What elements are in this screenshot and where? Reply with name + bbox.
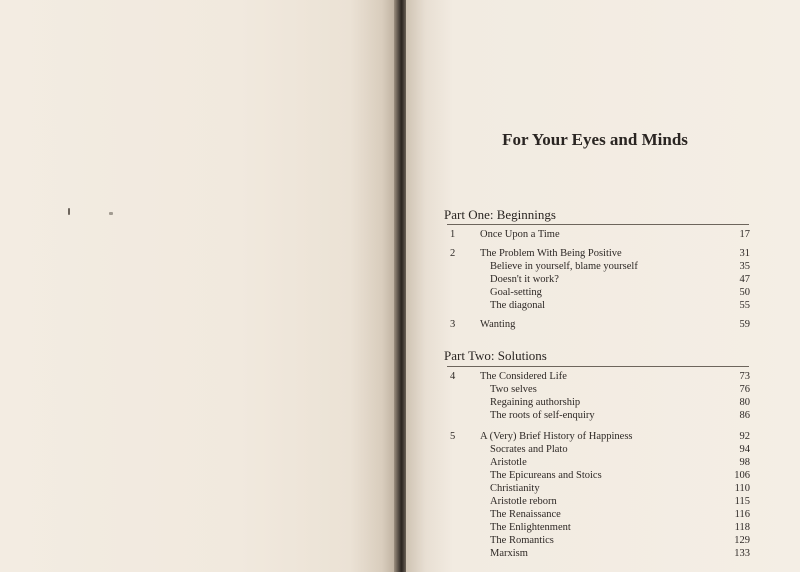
page-number: 50 bbox=[739, 287, 750, 298]
section-title: Regaining authorship bbox=[490, 397, 581, 408]
section-title: Goal-setting bbox=[490, 287, 542, 298]
section-title: Two selves bbox=[490, 384, 537, 395]
section-title: Doesn't it work? bbox=[490, 274, 559, 285]
part-two-divider bbox=[447, 366, 749, 367]
section-title: The roots of self-enquiry bbox=[490, 410, 595, 421]
contents-title: For Your Eyes and Minds bbox=[502, 130, 688, 149]
page-number: 17 bbox=[739, 229, 750, 240]
page-number: 94 bbox=[739, 444, 750, 455]
part-two-heading: Part Two: Solutions bbox=[444, 348, 547, 363]
toc-section[interactable] bbox=[444, 286, 750, 300]
chapter-title: Wanting bbox=[480, 319, 516, 330]
toc-chapter-5[interactable] bbox=[444, 430, 750, 444]
section-title: Believe in yourself, blame yourself bbox=[490, 261, 638, 272]
page-number: 106 bbox=[734, 470, 750, 481]
page-number: 31 bbox=[739, 248, 750, 259]
toc-section[interactable] bbox=[444, 383, 750, 397]
page-number: 73 bbox=[739, 371, 750, 382]
toc-chapter-3[interactable] bbox=[444, 318, 750, 332]
part-one-heading: Part One: Beginnings bbox=[444, 207, 556, 222]
page-number: 92 bbox=[739, 431, 750, 442]
page-number: 129 bbox=[734, 535, 750, 546]
toc-section[interactable] bbox=[444, 495, 750, 509]
toc-section[interactable] bbox=[444, 443, 750, 457]
chapter-number: 4 bbox=[450, 371, 456, 382]
chapter-title: Once Upon a Time bbox=[480, 229, 560, 240]
section-title: Christianity bbox=[490, 483, 540, 494]
page-number: 76 bbox=[739, 384, 750, 395]
toc-chapter-2[interactable] bbox=[444, 247, 750, 261]
section-title: Aristotle reborn bbox=[490, 496, 557, 507]
left-page bbox=[0, 0, 398, 572]
page-number: 35 bbox=[739, 261, 750, 272]
section-title: The Epicureans and Stoics bbox=[490, 470, 602, 481]
chapter-number: 5 bbox=[450, 431, 456, 442]
page-number: 47 bbox=[739, 274, 750, 285]
chapter-number: 1 bbox=[450, 229, 456, 240]
chapter-number: 3 bbox=[450, 319, 456, 330]
page-number: 118 bbox=[734, 522, 750, 533]
page-number: 133 bbox=[734, 548, 750, 559]
page-number: 80 bbox=[739, 397, 750, 408]
page-number: 86 bbox=[739, 410, 750, 421]
section-title: The Renaissance bbox=[490, 509, 561, 520]
section-title: Marxism bbox=[490, 548, 528, 559]
toc-section[interactable] bbox=[444, 409, 750, 423]
toc-section[interactable] bbox=[444, 547, 750, 561]
chapter-title: The Problem With Being Positive bbox=[480, 248, 622, 259]
toc-section[interactable] bbox=[444, 534, 750, 548]
part-one-divider bbox=[447, 224, 749, 225]
chapter-title: The Considered Life bbox=[480, 371, 567, 382]
chapter-title: A (Very) Brief History of Happiness bbox=[480, 431, 633, 442]
page-number: 55 bbox=[739, 300, 750, 311]
toc-section[interactable] bbox=[444, 508, 750, 522]
toc-section[interactable] bbox=[444, 299, 750, 313]
chapter-number: 2 bbox=[450, 248, 456, 259]
paper-speck bbox=[109, 212, 113, 215]
section-title: The Enlightenment bbox=[490, 522, 571, 533]
page-number: 116 bbox=[734, 509, 750, 520]
section-title: The diagonal bbox=[490, 300, 546, 311]
toc-section[interactable] bbox=[444, 260, 750, 274]
section-title: Socrates and Plato bbox=[490, 444, 568, 455]
toc-section[interactable] bbox=[444, 273, 750, 287]
toc-section[interactable] bbox=[444, 469, 750, 483]
toc-section[interactable] bbox=[444, 482, 750, 496]
page-number: 59 bbox=[739, 319, 750, 330]
toc-chapter-1[interactable] bbox=[444, 228, 750, 242]
section-title: The Romantics bbox=[490, 535, 554, 546]
page-number: 98 bbox=[739, 457, 750, 468]
page-number: 115 bbox=[734, 496, 750, 507]
toc-chapter-4[interactable] bbox=[444, 370, 750, 384]
paper-speck bbox=[68, 208, 70, 215]
toc-section[interactable] bbox=[444, 521, 750, 535]
toc-section[interactable] bbox=[444, 456, 750, 470]
page-number: 110 bbox=[734, 483, 750, 494]
toc-section[interactable] bbox=[444, 396, 750, 410]
section-title: Aristotle bbox=[490, 457, 527, 468]
